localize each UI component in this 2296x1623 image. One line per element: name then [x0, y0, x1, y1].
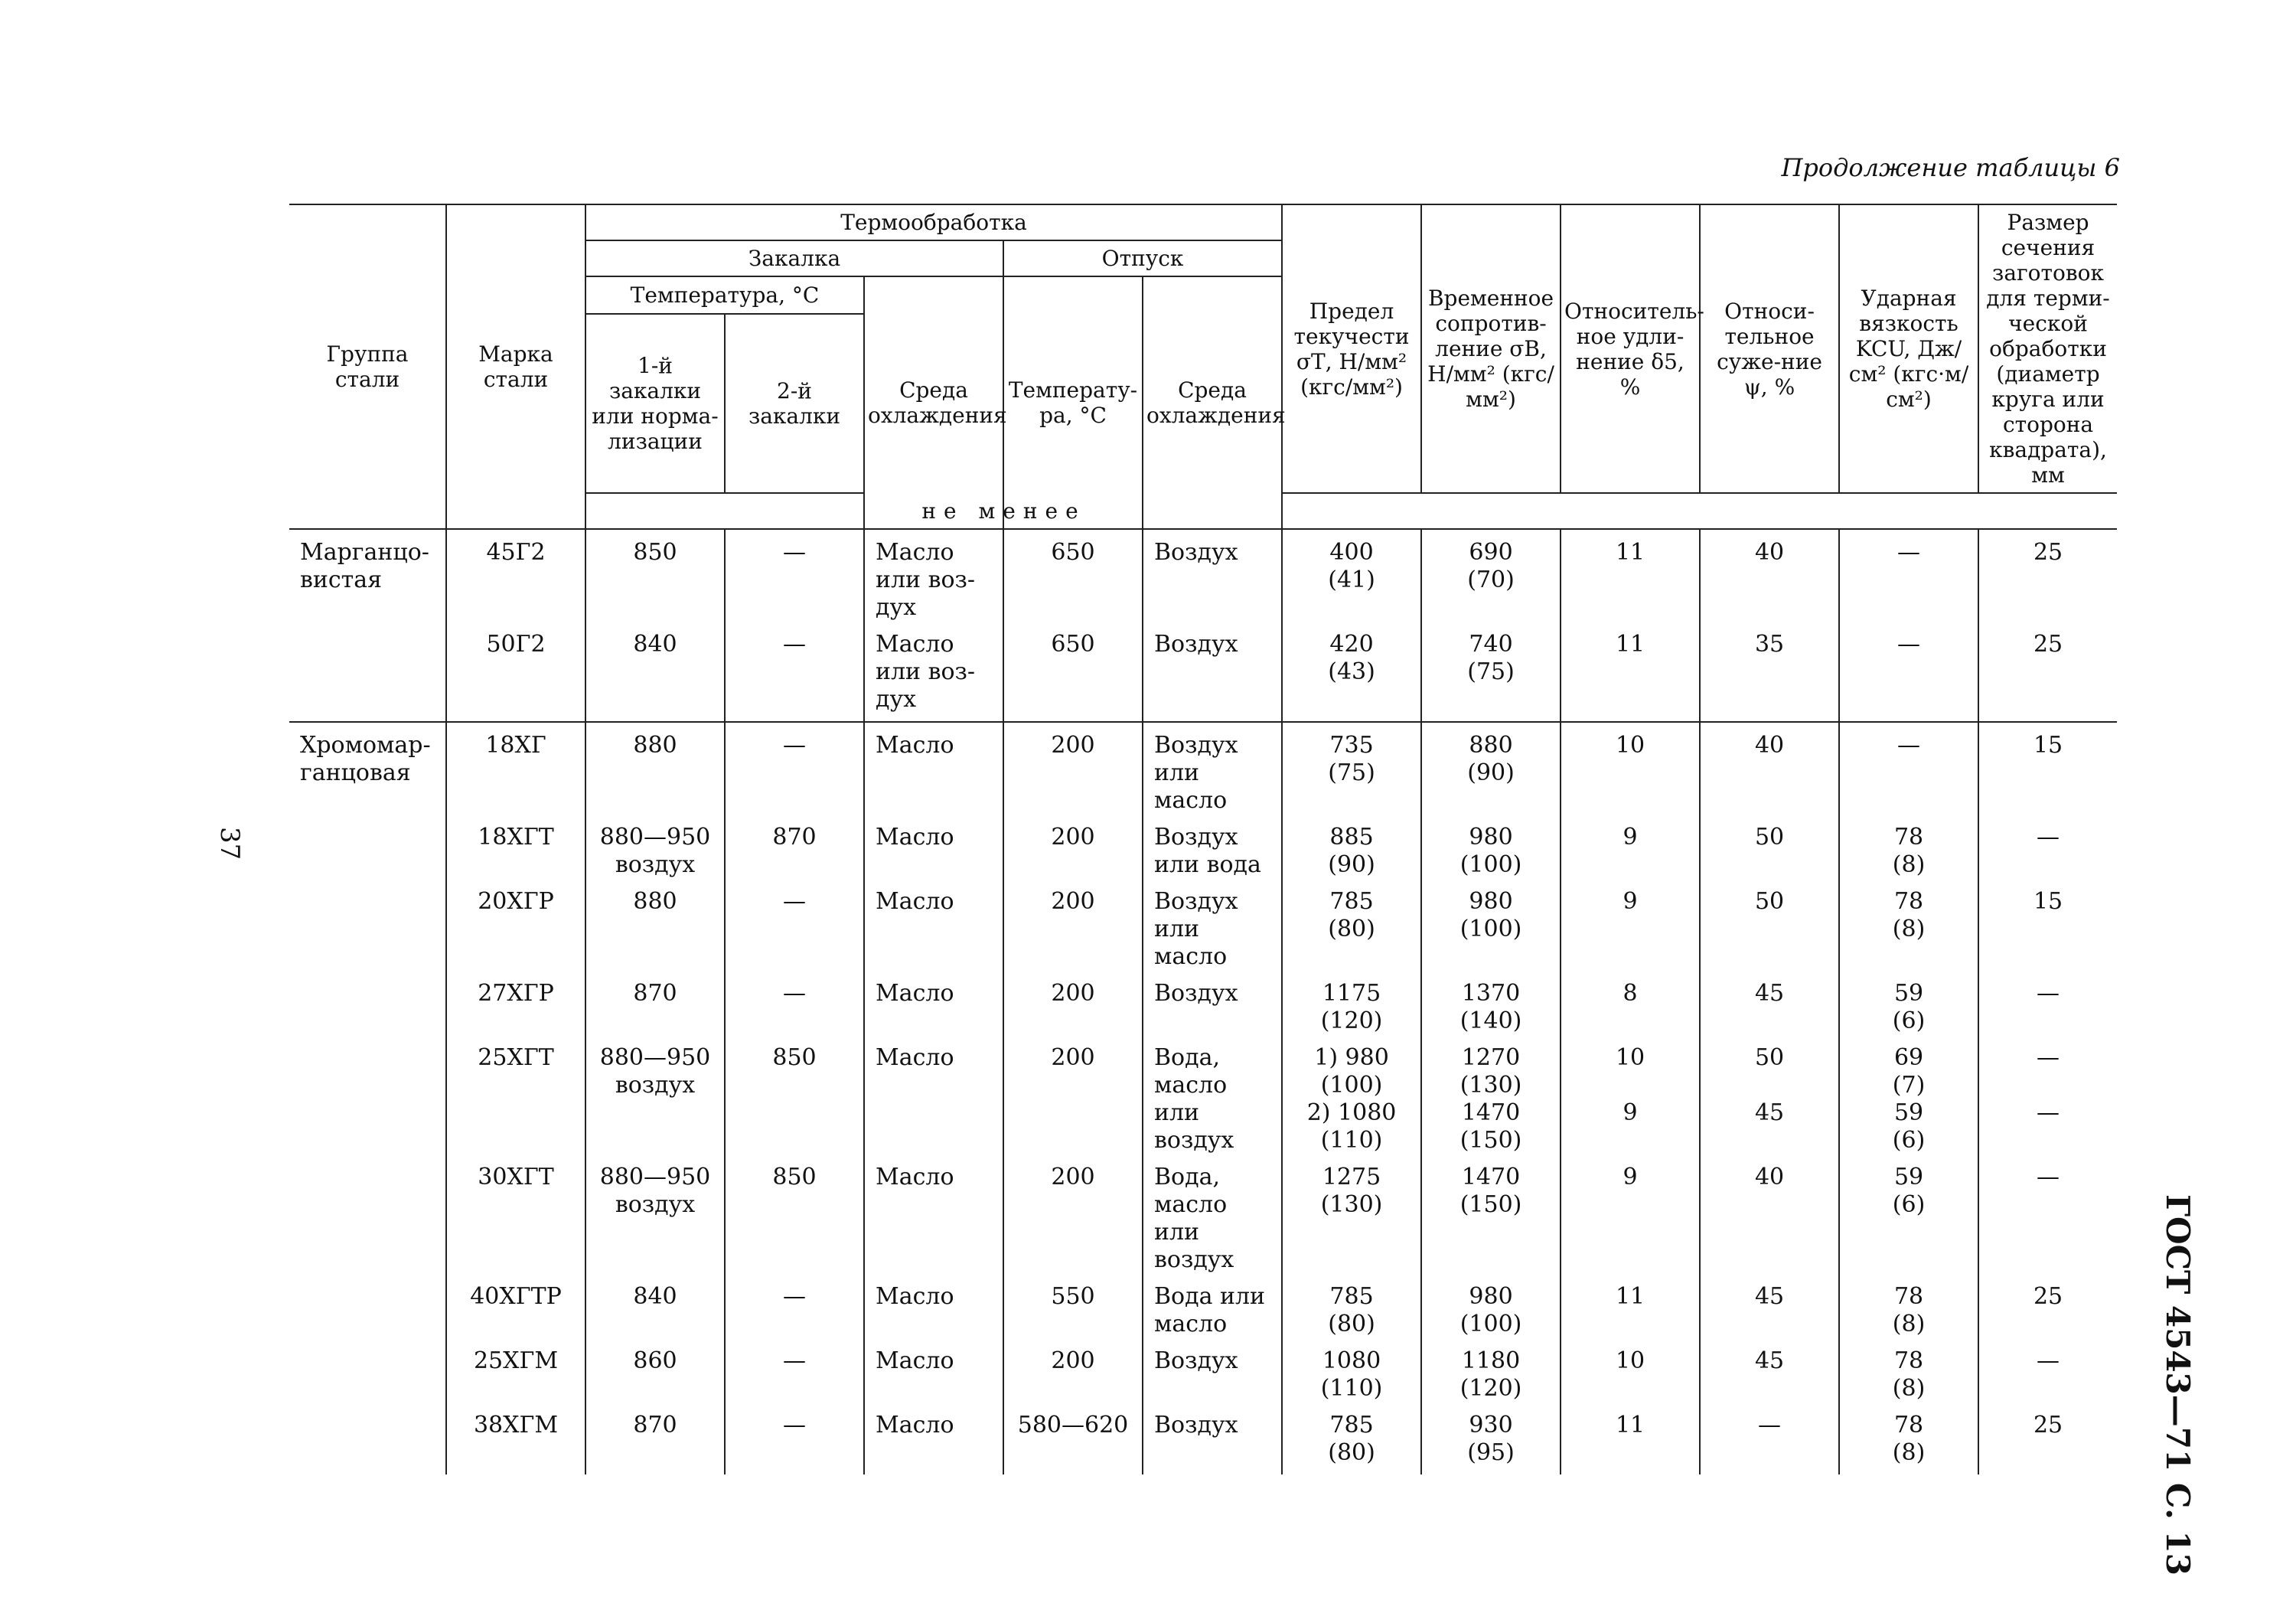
cell-first-quench: 880—950 воздух	[585, 1154, 725, 1274]
cell-quench-medium: Масло	[864, 815, 1003, 879]
cell-temper-medium: Вода, масло или воздух	[1143, 1035, 1282, 1154]
table-row	[289, 722, 2117, 815]
cell-yield: 785 (80)	[1282, 1274, 1421, 1338]
cell-elongation: 11	[1561, 529, 1700, 622]
cell-tensile: 980 (100)	[1421, 879, 1561, 971]
cell-yield: 1175 (120)	[1282, 971, 1421, 1035]
cell-grade: 40ХГТР	[446, 1274, 585, 1338]
cell-size: 25	[1978, 1274, 2117, 1338]
cell-grade: 18ХГТ	[446, 815, 585, 879]
cell-yield: 1) 980 (100) 2) 1080 (110)	[1282, 1035, 1421, 1154]
cell-second-quench: —	[725, 879, 864, 971]
cell-temper-temp: 200	[1003, 1154, 1143, 1274]
cell-size: 15	[1978, 879, 2117, 971]
cell-grade: 25ХГТ	[446, 1035, 585, 1154]
col-grade-header: Марка стали	[446, 204, 585, 529]
cell-quench-medium: Масло	[864, 1403, 1003, 1474]
cell-impact: 78 (8)	[1839, 879, 1978, 971]
cell-reduction: 50	[1700, 879, 1839, 971]
cell-impact: 78 (8)	[1839, 815, 1978, 879]
cell-yield: 785 (80)	[1282, 879, 1421, 971]
cell-grade: 30ХГТ	[446, 1154, 585, 1274]
col-elongation-header: Относитель-ное удли-нение δ5, %	[1561, 204, 1700, 493]
cell-elongation: 9	[1561, 1154, 1700, 1274]
cell-yield: 785 (80)	[1282, 1403, 1421, 1474]
cell-temper-temp: 200	[1003, 1338, 1143, 1403]
cell-yield: 1275 (130)	[1282, 1154, 1421, 1274]
cell-tensile: 1370 (140)	[1421, 971, 1561, 1035]
cell-reduction: —	[1700, 1403, 1839, 1474]
table-row	[289, 529, 2117, 622]
cell-reduction: 45	[1700, 1274, 1839, 1338]
cell-second-quench: 850	[725, 1154, 864, 1274]
col-second-quench-header: 2-й закалки	[725, 314, 864, 493]
cell-first-quench: 880—950 воздух	[585, 815, 725, 879]
cell-second-quench: —	[725, 529, 864, 622]
cell-temper-temp: 650	[1003, 529, 1143, 622]
cell-yield: 1080 (110)	[1282, 1338, 1421, 1403]
col-temperature-header: Температура, °С	[585, 276, 864, 314]
cell-tensile: 740 (75)	[1421, 622, 1561, 722]
cell-second-quench: 870	[725, 815, 864, 879]
cell-first-quench: 880	[585, 879, 725, 971]
cell-tensile: 880 (90)	[1421, 722, 1561, 815]
table-row	[289, 879, 2117, 971]
cell-elongation: 11	[1561, 1274, 1700, 1338]
cell-reduction: 40	[1700, 529, 1839, 622]
cell-quench-medium: Масло	[864, 1154, 1003, 1274]
cell-first-quench: 880	[585, 722, 725, 815]
cell-size: —	[1978, 971, 2117, 1035]
cell-yield: 885 (90)	[1282, 815, 1421, 879]
cell-grade: 25ХГМ	[446, 1338, 585, 1403]
cell-grade: 50Г2	[446, 622, 585, 722]
cell-reduction: 40	[1700, 1154, 1839, 1274]
col-first-quench-header: 1-й закалки или норма-лизации	[585, 314, 725, 493]
col-yield-header: Предел текучести σТ, Н/мм² (кгс/мм²)	[1282, 204, 1421, 493]
cell-elongation: 10	[1561, 722, 1700, 815]
cell-temper-temp: 650	[1003, 622, 1143, 722]
cell-second-quench: —	[725, 622, 864, 722]
cell-quench-medium: Масло	[864, 879, 1003, 971]
cell-impact: —	[1839, 722, 1978, 815]
cell-quench-medium: Масло	[864, 1338, 1003, 1403]
cell-temper-medium: Воздух	[1143, 1403, 1282, 1474]
table-row	[289, 1338, 2117, 1403]
cell-size: —	[1978, 1154, 2117, 1274]
cell-tensile: 1470 (150)	[1421, 1154, 1561, 1274]
cell-tensile: 980 (100)	[1421, 1274, 1561, 1338]
cell-tensile: 1180 (120)	[1421, 1338, 1561, 1403]
cell-yield: 400 (41)	[1282, 529, 1421, 622]
page-number: 37	[214, 827, 245, 860]
cell-temper-temp: 200	[1003, 815, 1143, 879]
cell-size: 25	[1978, 529, 2117, 622]
cell-temper-medium: Воздух	[1143, 971, 1282, 1035]
cell-second-quench: 850	[725, 1035, 864, 1154]
cell-second-quench: —	[725, 1403, 864, 1474]
cell-impact: 59 (6)	[1839, 971, 1978, 1035]
document-title: ГОСТ 4543—71 С. 13	[2159, 1194, 2197, 1576]
cell-temper-medium: Воздух или масло	[1143, 879, 1282, 971]
cell-temper-medium: Воздух или масло	[1143, 722, 1282, 815]
cell-temper-temp: 200	[1003, 879, 1143, 971]
cell-reduction: 50 45	[1700, 1035, 1839, 1154]
cell-reduction: 35	[1700, 622, 1839, 722]
col-impact-header: Ударная вязкость KCU, Дж/см² (кгс·м/см²)	[1839, 204, 1978, 493]
cell-first-quench: 860	[585, 1338, 725, 1403]
cell-tensile: 690 (70)	[1421, 529, 1561, 622]
cell-elongation: 9	[1561, 815, 1700, 879]
col-heat-treatment-header: Термообработка	[585, 204, 1282, 240]
cell-grade: 27ХГР	[446, 971, 585, 1035]
cell-first-quench: 870	[585, 1403, 725, 1474]
cell-quench-medium: Масло	[864, 971, 1003, 1035]
cell-temper-temp: 550	[1003, 1274, 1143, 1338]
col-reduction-header: Относи-тельное суже-ние ψ, %	[1700, 204, 1839, 493]
cell-grade: 38ХГМ	[446, 1403, 585, 1474]
cell-yield: 735 (75)	[1282, 722, 1421, 815]
cell-elongation: 10	[1561, 1338, 1700, 1403]
cell-elongation: 11	[1561, 1403, 1700, 1474]
cell-first-quench: 880—950 воздух	[585, 1035, 725, 1154]
cell-impact: 78 (8)	[1839, 1403, 1978, 1474]
col-quench-medium-header: Среда охлаждения	[864, 276, 1003, 529]
cell-second-quench: —	[725, 1338, 864, 1403]
cell-group: Марганцо-вистая	[289, 529, 446, 722]
cell-temper-temp: 200	[1003, 722, 1143, 815]
cell-reduction: 45	[1700, 971, 1839, 1035]
cell-quench-medium: Масло	[864, 1035, 1003, 1154]
table-row	[289, 622, 2117, 722]
cell-reduction: 50	[1700, 815, 1839, 879]
cell-first-quench: 870	[585, 971, 725, 1035]
cell-tensile: 930 (95)	[1421, 1403, 1561, 1474]
cell-impact: —	[1839, 529, 1978, 622]
cell-temper-medium: Воздух	[1143, 622, 1282, 722]
cell-impact: —	[1839, 622, 1978, 722]
col-temper-medium-header: Среда охлаждения	[1143, 276, 1282, 529]
col-temper-header: Отпуск	[1003, 240, 1282, 276]
cell-temper-medium: Вода или масло	[1143, 1274, 1282, 1338]
steel-properties-table	[289, 204, 2117, 1474]
cell-elongation: 11	[1561, 622, 1700, 722]
table-row	[289, 1274, 2117, 1338]
cell-temper-temp: 200	[1003, 1035, 1143, 1154]
cell-grade: 45Г2	[446, 529, 585, 622]
cell-quench-medium: Масло	[864, 1274, 1003, 1338]
cell-grade: 20ХГР	[446, 879, 585, 971]
col-group-header: Группа стали	[289, 204, 446, 529]
cell-size: 15	[1978, 722, 2117, 815]
cell-reduction: 40	[1700, 722, 1839, 815]
cell-temper-medium: Вода, масло или воздух	[1143, 1154, 1282, 1274]
table-row	[289, 815, 2117, 879]
cell-second-quench: —	[725, 1274, 864, 1338]
cell-second-quench: —	[725, 971, 864, 1035]
cell-size: 25	[1978, 1403, 2117, 1474]
table-row	[289, 971, 2117, 1035]
cell-temper-medium: Воздух	[1143, 529, 1282, 622]
cell-size: —	[1978, 1338, 2117, 1403]
cell-size: — —	[1978, 1035, 2117, 1154]
min-note: не менее	[585, 493, 1421, 529]
cell-quench-medium: Масло или воз-дух	[864, 622, 1003, 722]
cell-temper-temp: 200	[1003, 971, 1143, 1035]
cell-first-quench: 840	[585, 1274, 725, 1338]
col-size-header: Размер сечения заготовок для терми-ческой обработки (диаметр круга или сторона квадрата), мм	[1978, 204, 2117, 493]
cell-impact: 78 (8)	[1839, 1338, 1978, 1403]
cell-temper-medium: Воздух или вода	[1143, 815, 1282, 879]
cell-elongation: 8	[1561, 971, 1700, 1035]
table-row	[289, 1154, 2117, 1274]
cell-size: 25	[1978, 622, 2117, 722]
cell-elongation: 10 9	[1561, 1035, 1700, 1154]
cell-quench-medium: Масло	[864, 722, 1003, 815]
cell-second-quench: —	[725, 722, 864, 815]
cell-temper-temp: 580—620	[1003, 1403, 1143, 1474]
cell-first-quench: 850	[585, 529, 725, 622]
cell-first-quench: 840	[585, 622, 725, 722]
cell-grade: 18ХГ	[446, 722, 585, 815]
cell-impact: 59 (6)	[1839, 1154, 1978, 1274]
table-row	[289, 1403, 2117, 1474]
cell-elongation: 9	[1561, 879, 1700, 971]
cell-reduction: 45	[1700, 1338, 1839, 1403]
cell-tensile: 980 (100)	[1421, 815, 1561, 879]
table-row	[289, 1035, 2117, 1154]
cell-tensile: 1270 (130) 1470 (150)	[1421, 1035, 1561, 1154]
cell-impact: 69 (7) 59 (6)	[1839, 1035, 1978, 1154]
cell-quench-medium: Масло или воз-дух	[864, 529, 1003, 622]
cell-yield: 420 (43)	[1282, 622, 1421, 722]
col-quench-header: Закалка	[585, 240, 1003, 276]
col-temper-temp-header: Температу-ра, °С	[1003, 276, 1143, 529]
cell-impact: 78 (8)	[1839, 1274, 1978, 1338]
col-tensile-header: Временное сопротив-ление σВ, Н/мм² (кгс/мм²)	[1421, 204, 1561, 493]
cell-size: —	[1978, 815, 2117, 879]
cell-group: Хромомар-ганцовая	[289, 722, 446, 1474]
table-caption: Продолжение таблицы 6	[1781, 153, 2120, 182]
cell-temper-medium: Воздух	[1143, 1338, 1282, 1403]
